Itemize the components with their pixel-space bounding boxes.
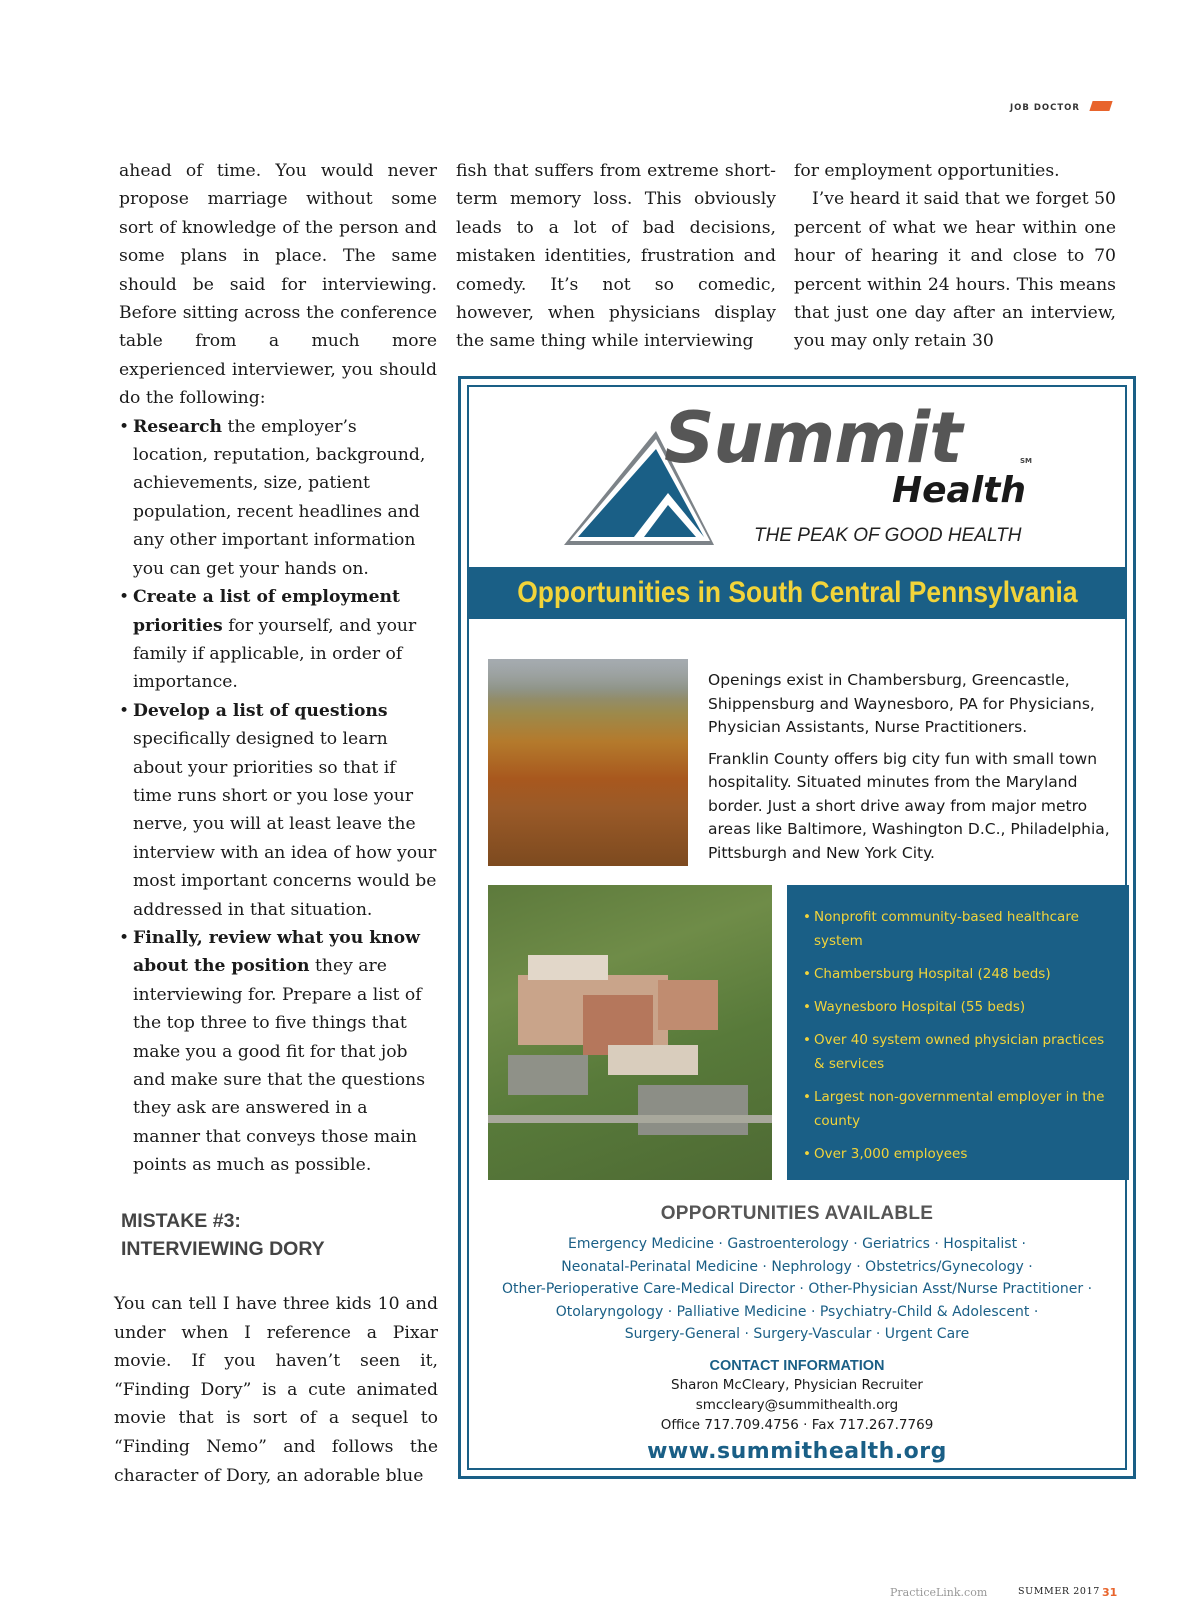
subheading-line-1: MISTAKE #3: bbox=[121, 1210, 241, 1232]
section-tag-mark bbox=[1089, 101, 1112, 111]
prep-list bbox=[119, 413, 437, 1180]
list-item bbox=[119, 924, 437, 1180]
mistake-paragraph: You can tell I have three kids 10 and under when I reference a Pixar movie. If you haven’t seen it, “Finding Dory” is a cute animated movie that is sort of a sequel to “Finding Nemo” and follows the character of Dory, an adorable blue bbox=[114, 1294, 438, 1486]
list-item-bold: Research bbox=[133, 416, 222, 437]
paragraph: for employment opportunities. bbox=[794, 161, 1060, 181]
facts-list bbox=[787, 885, 1129, 1166]
autumn-landscape-photo bbox=[488, 659, 688, 866]
logo-wordmark: Summit bbox=[664, 397, 962, 479]
subheading bbox=[121, 1207, 325, 1263]
list-item: • Over 3,000 employees bbox=[803, 1142, 1113, 1166]
list-item-text: the employer’s location, reputation, background, achievements, size, patient population, recent headlines and any other important information you can get your hands on. bbox=[133, 416, 426, 579]
opportunities-line: Otolaryngology · Palliative Medicine · Psychiatry-Child & Adolescent · bbox=[555, 1303, 1039, 1320]
contact-email[interactable]: smccleary@summithealth.org bbox=[695, 1397, 899, 1413]
footer-site: PracticeLink.com bbox=[890, 1586, 988, 1599]
list-item: • Over 40 system owned physician practices & services bbox=[803, 1028, 1113, 1076]
paragraph-text: I’ve heard it said that we forget 50 percent of what we hear within one hour of hearing it and close to 70 percent within 24 hours. This means that just one day after an interview, you may only retain 30 bbox=[794, 189, 1116, 352]
list-item-bold: Create a list of employment priorities bbox=[133, 587, 400, 636]
paragraph bbox=[794, 185, 1116, 355]
ad-inner-frame bbox=[467, 385, 1127, 1470]
ad-banner bbox=[469, 567, 1125, 619]
article-column-2 bbox=[456, 157, 776, 356]
county-text: Franklin County offers big city fun with small town hospitality. Situated minutes from the Maryland border. Just a short drive away from major metro areas like Baltimore, Washington D.C., Philadelphia, Pittsburgh and New York City. bbox=[708, 749, 1110, 862]
list-item: • Chambersburg Hospital (248 beds) bbox=[803, 962, 1113, 986]
contact-name: Sharon McCleary, Physician Recruiter bbox=[671, 1377, 923, 1393]
list-item: • Waynesboro Hospital (55 beds) bbox=[803, 995, 1113, 1019]
banner-title: Opportunities in South Central Pennsylvania bbox=[516, 576, 1078, 609]
opportunities-heading: OPPORTUNITIES AVAILABLE bbox=[660, 1203, 934, 1224]
list-item-text: they are interviewing for. Prepare a list of the top three to five things that make you a good fit for that job and make sure that the questions they ask are answered in a manner that conveys those main points as much as possible. bbox=[133, 956, 426, 1176]
intro-paragraph: ahead of time. You would never propose marriage without some sort of knowledge of the person and some plans in place. The same should be said for interviewing. Before sitting across the conference table from a much more experienced interviewer, you should do the following: bbox=[119, 161, 437, 409]
opportunities-line: Emergency Medicine · Gastroenterology · Geriatrics · Hospitalist · bbox=[568, 1236, 1026, 1252]
contact-phone: Office 717.709.4756 · Fax 717.267.7769 bbox=[660, 1417, 934, 1433]
opportunities-list bbox=[469, 1233, 1125, 1346]
contact-heading: CONTACT INFORMATION bbox=[709, 1358, 885, 1374]
section-label: JOB DOCTOR bbox=[1010, 103, 1080, 113]
list-item bbox=[119, 583, 437, 697]
logo-health-word: Health bbox=[892, 470, 1027, 511]
list-item: • Nonprofit community-based healthcare system bbox=[803, 905, 1113, 953]
article-column-1 bbox=[119, 157, 437, 1180]
list-item: • Largest non-governmental employer in the county bbox=[803, 1085, 1113, 1133]
website-link[interactable]: www.summithealth.org bbox=[647, 1439, 947, 1464]
list-item bbox=[119, 697, 437, 924]
paragraph: fish that suffers from extreme short-term memory loss. This obviously leads to a lot of bad decisions, mistaken identities, frustration and comedy. It’s not so comedic, however, when physicians display the same thing while interviewing bbox=[456, 161, 776, 352]
subheading-line-2: INTERVIEWING DORY bbox=[121, 1238, 325, 1260]
opportunities-line: Neonatal-Perinatal Medicine · Nephrology · Obstetrics/Gynecology · bbox=[561, 1258, 1033, 1275]
list-item-bold: Finally, review what you know about the position bbox=[133, 927, 420, 977]
openings-text: Openings exist in Chambersburg, Greencastle, Shippensburg and Waynesboro, PA for Physicians, Physician Assistants, Nurse Practitioners. bbox=[708, 671, 1095, 736]
facts-panel bbox=[787, 885, 1129, 1180]
opportunities-line: Other-Perioperative Care-Medical Director · Other-Physician Asst/Nurse Practitioner · bbox=[501, 1281, 1093, 1297]
footer-issue: SUMMER 2017 bbox=[1018, 1586, 1100, 1597]
logo-tagline: THE PEAK OF GOOD HEALTH bbox=[754, 525, 1022, 546]
opportunities-line: Surgery-General · Surgery-Vascular · Urgent Care bbox=[624, 1326, 970, 1342]
service-mark: SM bbox=[1020, 457, 1033, 465]
list-item-bold: Develop a list of questions bbox=[133, 700, 388, 721]
summit-health-ad bbox=[458, 376, 1136, 1479]
article-column-3 bbox=[794, 157, 1116, 356]
list-item bbox=[119, 413, 437, 583]
list-item-text: for yourself, and your family if applicable, in order of importance. bbox=[133, 615, 417, 693]
list-item-text: specifically designed to learn about your priorities so that if time runs short or you lose your nerve, you will at least leave the interview with an idea of how your most important concerns would be addressed in that situation. bbox=[133, 729, 437, 920]
page-number: 31 bbox=[1102, 1586, 1118, 1599]
ad-description bbox=[708, 669, 1118, 873]
hospital-aerial-photo bbox=[488, 885, 772, 1180]
